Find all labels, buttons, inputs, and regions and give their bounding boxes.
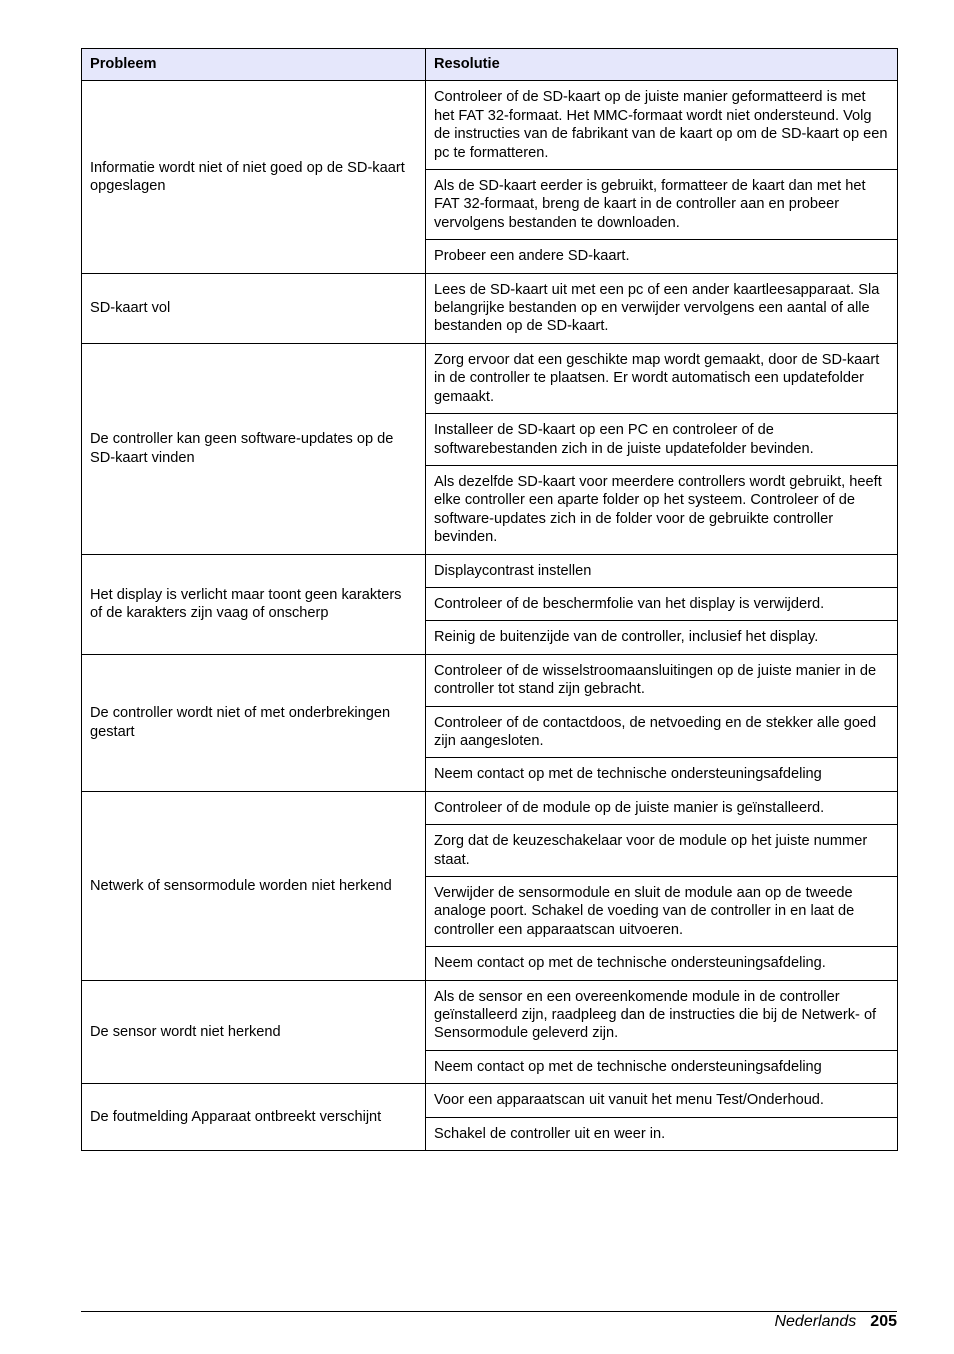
resolution-cell: Als dezelfde SD-kaart voor meerdere controllers wordt gebruikt, heeft elke controller een aparte folder op het systeem. Controleer of de software-updates zich in de folder voor de gebruikte controller bevinden. <box>426 465 898 554</box>
resolution-cell: Zorg dat de keuzeschakelaar voor de module op het juiste nummer staat. <box>426 825 898 877</box>
table-row <box>82 554 898 587</box>
header-problem: Probleem <box>82 49 426 81</box>
problem-cell: Het display is verlicht maar toont geen karakters of de karakters zijn vaag of onscherp <box>82 554 426 654</box>
resolution-cell: Displaycontrast instellen <box>426 554 898 587</box>
table-header-row <box>82 49 898 81</box>
resolution-cell: Controleer of de wisselstroomaansluitingen op de juiste manier in de controller tot stand zijn gebracht. <box>426 654 898 706</box>
troubleshooting-table <box>81 48 898 1151</box>
table-row <box>82 273 898 343</box>
table-body <box>82 81 898 1151</box>
resolution-cell: Als de sensor en een overeenkomende module in de controller geïnstalleerd zijn, raadpleeg dan de instructies die bij de Netwerk- of Sensormodule geleverd zijn. <box>426 980 898 1050</box>
resolution-cell: Installeer de SD-kaart op een PC en controleer of de softwarebestanden zich in de juiste updatefolder bevinden. <box>426 414 898 466</box>
resolution-cell: Controleer of de contactdoos, de netvoeding en de stekker alle goed zijn aangesloten. <box>426 706 898 758</box>
problem-cell: De controller kan geen software-updates op de SD-kaart vinden <box>82 343 426 554</box>
resolution-cell: Controleer of de SD-kaart op de juiste manier geformatteerd is met het FAT 32-formaat. Het MMC-formaat wordt niet ondersteund. Volg de instructies van de fabrikant van de kaart op om de SD-kaart op een pc te formatteren. <box>426 81 898 170</box>
table-row <box>82 343 898 413</box>
footer-language: Nederlands <box>774 1313 857 1330</box>
problem-cell: De controller wordt niet of met onderbrekingen gestart <box>82 654 426 791</box>
resolution-cell: Verwijder de sensormodule en sluit de module aan op de tweede analoge poort. Schakel de voeding van de controller in en laat de controller een apparaatscan uitvoeren. <box>426 877 898 947</box>
resolution-cell: Controleer of de beschermfolie van het display is verwijderd. <box>426 587 898 620</box>
resolution-cell: Neem contact op met de technische ondersteuningsafdeling <box>426 758 898 791</box>
resolution-cell: Neem contact op met de technische ondersteuningsafdeling. <box>426 947 898 980</box>
table-row <box>82 1084 898 1117</box>
problem-cell: SD-kaart vol <box>82 273 426 343</box>
problem-cell: Netwerk of sensormodule worden niet herkend <box>82 791 426 980</box>
resolution-cell: Reinig de buitenzijde van de controller, inclusief het display. <box>426 621 898 654</box>
problem-cell: De foutmelding Apparaat ontbreekt verschijnt <box>82 1084 426 1151</box>
resolution-cell: Probeer een andere SD-kaart. <box>426 240 898 273</box>
resolution-cell: Als de SD-kaart eerder is gebruikt, formatteer de kaart dan met het FAT 32-formaat, breng de kaart in de controller aan en probeer vervolgens bestanden te downloaden. <box>426 170 898 240</box>
resolution-cell: Lees de SD-kaart uit met een pc of een ander kaartleesapparaat. Sla belangrijke bestanden op en verwijder vervolgens een aantal of alle bestanden op de SD-kaart. <box>426 273 898 343</box>
table-row <box>82 980 898 1050</box>
resolution-cell: Voor een apparaatscan uit vanuit het menu Test/Onderhoud. <box>426 1084 898 1117</box>
table-row <box>82 654 898 706</box>
resolution-cell: Neem contact op met de technische ondersteuningsafdeling <box>426 1050 898 1083</box>
table-row <box>82 791 898 824</box>
problem-cell: De sensor wordt niet herkend <box>82 980 426 1084</box>
header-resolution: Resolutie <box>426 49 898 81</box>
table-row <box>82 81 898 170</box>
resolution-cell: Zorg ervoor dat een geschikte map wordt gemaakt, door de SD-kaart in de controller te plaatsen. Er wordt automatisch een updatefolder gemaakt. <box>426 343 898 413</box>
problem-cell: Informatie wordt niet of niet goed op de SD-kaart opgeslagen <box>82 81 426 273</box>
page-number: 205 <box>870 1313 897 1330</box>
resolution-cell: Schakel de controller uit en weer in. <box>426 1117 898 1150</box>
page-footer <box>774 1312 897 1332</box>
resolution-cell: Controleer of de module op de juiste manier is geïnstalleerd. <box>426 791 898 824</box>
